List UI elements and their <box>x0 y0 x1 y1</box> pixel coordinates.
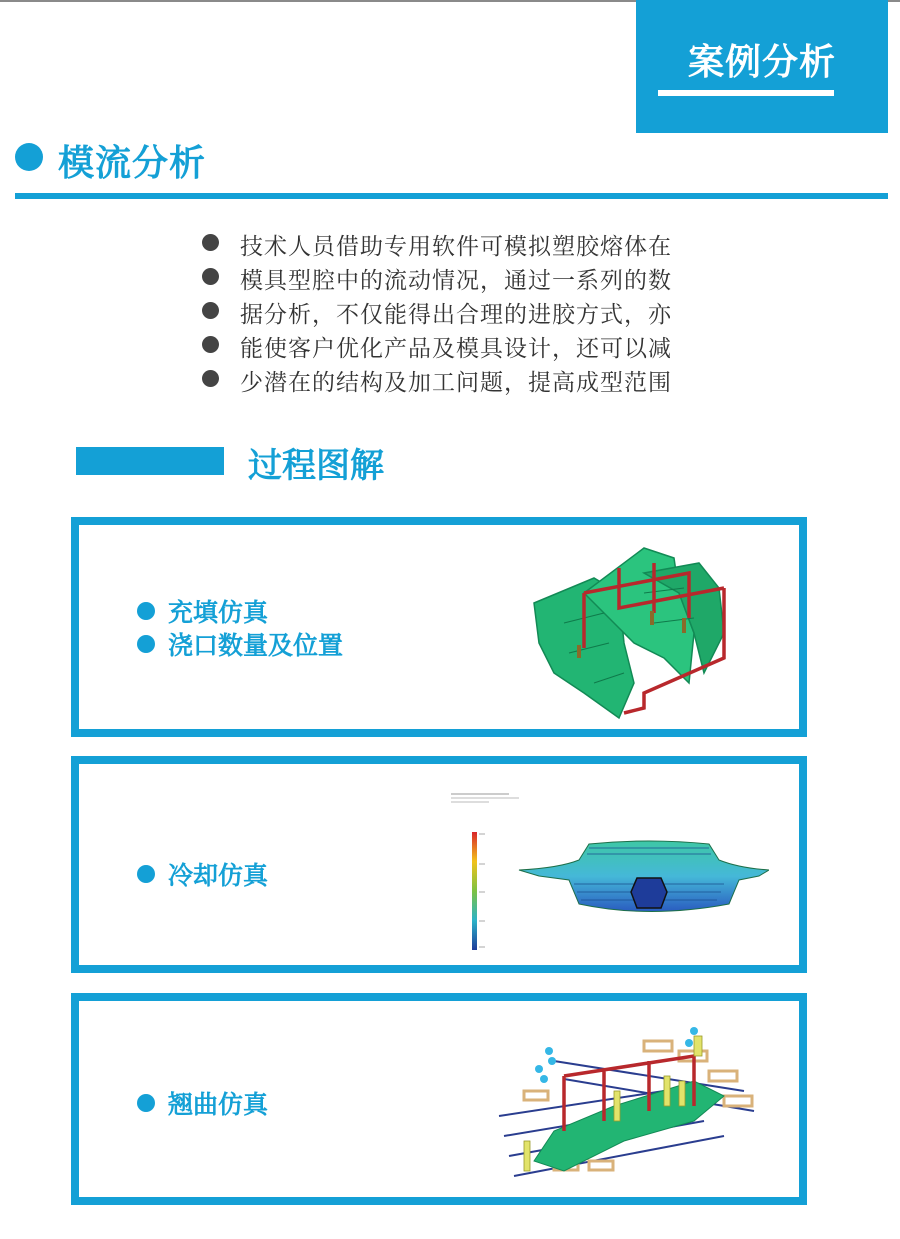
bullet-dot-icon <box>202 370 219 387</box>
list-item: 少潜在的结构及加工问题，提高成型范围 <box>200 364 720 398</box>
dot-icon <box>137 602 155 620</box>
cooling-simulation-card: 冷却仿真 <box>71 756 807 973</box>
list-item: 模具型腔中的流动情况，通过一系列的数 <box>200 262 720 296</box>
bullet-dot-icon <box>202 302 219 319</box>
description-list <box>200 228 720 398</box>
process-marker-bar <box>76 447 224 475</box>
bullet-dot-icon <box>202 234 219 251</box>
header-tab <box>636 0 888 133</box>
dot-icon <box>137 1094 155 1112</box>
fill-simulation-card: 充填仿真 浇口数量及位置 <box>71 517 807 737</box>
dot-icon <box>137 635 155 653</box>
cooling-simulation-image <box>449 784 769 954</box>
bullet-dot-icon <box>202 268 219 285</box>
bullet-dot-icon <box>202 336 219 353</box>
section-title: 模流分析 <box>58 143 207 184</box>
section-divider <box>15 193 888 199</box>
list-item: 据分析，不仅能得出合理的进胶方式，亦 <box>200 296 720 330</box>
warpage-simulation-card: 翘曲仿真 <box>71 993 807 1205</box>
header-title: 案例分析 <box>687 42 836 83</box>
list-item: 技术人员借助专用软件可模拟塑胶熔体在 <box>200 228 720 262</box>
header-underline <box>658 90 834 96</box>
warpage-simulation-image <box>494 1021 774 1196</box>
section-dot-icon <box>15 143 43 171</box>
fill-simulation-image <box>524 533 744 723</box>
list-item: 能使客户优化产品及模具设计，还可以减 <box>200 330 720 364</box>
dot-icon <box>137 865 155 883</box>
process-title: 过程图解 <box>248 446 384 486</box>
